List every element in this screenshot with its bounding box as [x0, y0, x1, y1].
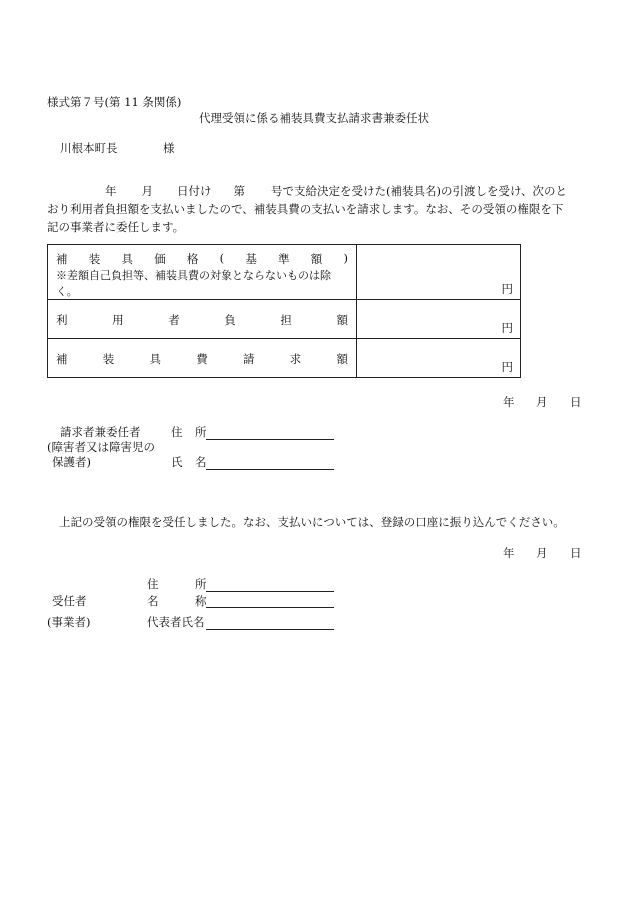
blank-dai: 第 — [233, 184, 245, 198]
agent-address-c1: 住 — [147, 577, 159, 591]
table-label-char: 額 — [310, 252, 323, 266]
date-day: 日 — [570, 395, 582, 409]
agent-address-field[interactable] — [206, 591, 334, 592]
requester-name-c2: 名 — [195, 455, 207, 469]
table-label-char: 担 — [280, 313, 292, 327]
agent-address-c2: 所 — [195, 577, 207, 591]
table-label-char: 価 — [154, 252, 166, 266]
request-line-2: おり利用者負担額を支払いましたので、補装具費の支払いを請求します。なお、その受領の権限を下 — [47, 202, 564, 216]
table-row — [48, 339, 521, 378]
table-label-char: 負 — [224, 313, 236, 327]
requester-name-field[interactable] — [206, 469, 334, 470]
table-label-char: 請 — [243, 352, 255, 366]
table-label-char: 費 — [196, 352, 208, 366]
table-label-char: 額 — [336, 352, 348, 366]
user-burden-label-text — [56, 312, 348, 328]
request-paragraph — [47, 182, 587, 236]
table-label-char: 用 — [112, 313, 124, 327]
agent-representative-field[interactable] — [206, 629, 334, 630]
table-label-char: 基 — [245, 252, 257, 266]
requester-address-c1: 住 — [171, 425, 183, 439]
requester-address-c2: 所 — [195, 425, 207, 439]
user-burden-amount — [357, 300, 521, 339]
device-price-note: ※差額自己負担等、補装具費の対象とならないものは除く。 — [56, 269, 331, 298]
device-price-label — [48, 245, 357, 300]
table-label-char: ) — [343, 251, 348, 265]
agent-sub-label: (事業者) — [47, 615, 91, 629]
table-label-char: 利 — [56, 313, 68, 327]
form-title: 代理受領に係る補装具費支払請求書兼委任状 — [199, 111, 429, 125]
form-number: 様式第７号(第 11 条関係) — [47, 95, 182, 109]
acceptance-text: 上記の受領の権限を受任しました。なお、支払いについては、登録の口座に振り込んでください。 — [59, 515, 565, 529]
table-label-char: 格 — [186, 252, 199, 266]
device-price-label-text — [56, 251, 348, 267]
requester-address-field[interactable] — [206, 439, 334, 440]
request-line-1-rest: 号で支給決定を受けた(補装具名)の引渡しを受け、次のと — [271, 184, 568, 198]
table-row — [48, 245, 521, 300]
yen-unit: 円 — [501, 282, 513, 296]
agent-name-c2: 称 — [195, 594, 207, 608]
cost-table — [47, 244, 521, 378]
table-label-char: 具 — [121, 252, 133, 266]
table-label-char: 求 — [289, 352, 302, 366]
agent-representative-label: 代表者氏名 — [147, 615, 205, 629]
blank-date-suffix: 日付け — [177, 184, 212, 198]
yen-unit: 円 — [501, 360, 513, 374]
table-row — [48, 300, 521, 339]
addressee-honorific: 様 — [163, 141, 175, 155]
claim-amount-label-text — [56, 351, 348, 367]
date-year: 年 — [503, 395, 515, 409]
claim-amount-amount — [357, 339, 521, 378]
yen-unit: 円 — [501, 321, 513, 335]
table-label-char: 装 — [88, 252, 101, 266]
claim-amount-label — [48, 339, 357, 378]
requester-sub-2: 保護者) — [52, 455, 91, 469]
device-price-amount — [357, 245, 521, 300]
blank-year: 年 — [105, 184, 117, 198]
table-label-char: ( — [219, 251, 225, 265]
agent-name-c1: 名 — [147, 594, 159, 608]
blank-month: 月 — [141, 184, 153, 198]
date-month: 月 — [536, 546, 548, 560]
table-label-char: 補 — [56, 252, 68, 266]
agent-label: 受任者 — [52, 594, 87, 608]
requester-title: 請求者兼委任者 — [60, 425, 141, 439]
requester-name-c1: 氏 — [171, 455, 183, 469]
table-label-char: 額 — [336, 313, 348, 327]
request-line-1 — [47, 182, 587, 200]
table-label-char: 装 — [102, 352, 115, 366]
table-label-char: 準 — [278, 252, 290, 266]
date-year: 年 — [503, 546, 515, 560]
table-label-char: 補 — [56, 352, 68, 366]
agent-name-field[interactable] — [206, 607, 334, 608]
table-label-char: 者 — [168, 313, 180, 327]
request-line-3: 記の事業者に委任します。 — [47, 220, 185, 234]
addressee: 川根本町長 — [60, 141, 118, 155]
date-day: 日 — [570, 546, 582, 560]
table-label-char: 具 — [149, 352, 161, 366]
requester-sub-1: (障害者又は障害児の — [47, 440, 155, 454]
date-month: 月 — [536, 395, 548, 409]
user-burden-label — [48, 300, 357, 339]
